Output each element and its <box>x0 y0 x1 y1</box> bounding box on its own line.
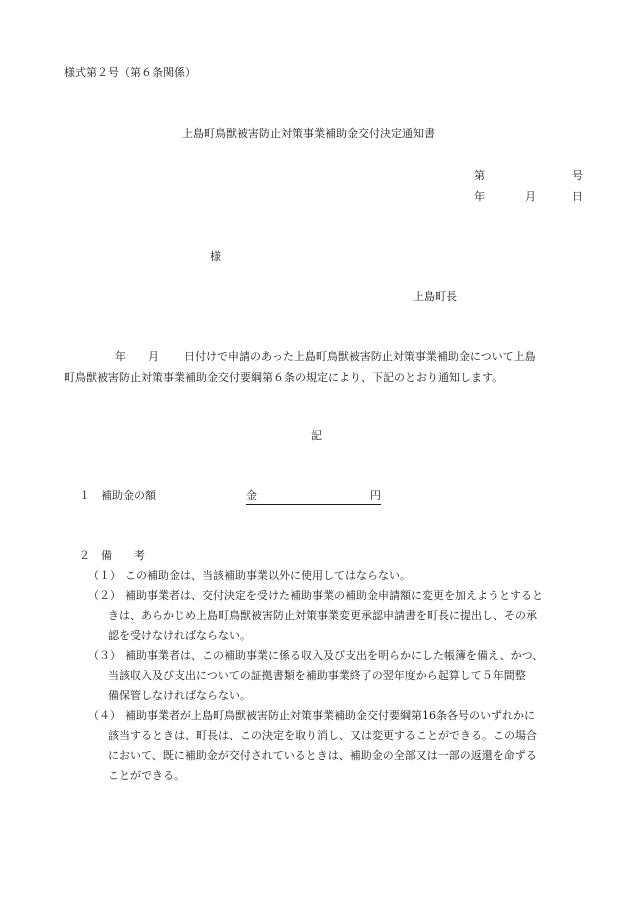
body-year: 年 <box>115 350 126 363</box>
remark-line: 該当するときは、町長は、この決定を取り消し、又は変更することができる。この場合 <box>108 729 537 742</box>
date-day: 日 <box>572 190 583 203</box>
remark-number: （２） <box>88 589 121 602</box>
remark-line: 補助事業者は、交付決定を受けた補助事業の補助金申請額に変更を加えようとすると <box>125 589 543 602</box>
ki-heading: 記 <box>311 429 322 442</box>
amount-field <box>246 490 381 505</box>
remark-line: 当該収入及び支出についての証拠書類を補助事業終了の翌年度から起算して５年間整 <box>108 669 526 682</box>
remark-number: （３） <box>88 649 121 662</box>
remark-line: 補助事業者が上島町鳥獣被害防止対策事業補助金交付要綱第16条各号のいずれかに <box>125 709 535 722</box>
remark-line: きは、あらかじめ上島町鳥獣被害防止対策事業変更承認申請書を町長に提出し、その承 <box>108 609 537 622</box>
remarks-heading: ２ 備 考 <box>79 549 145 562</box>
form-label: 様式第２号（第６条関係） <box>64 66 196 79</box>
amount-kin: 金 <box>246 489 257 502</box>
remark-line: ことができる。 <box>108 769 185 782</box>
addressee-sama: 様 <box>210 250 221 263</box>
remark-line: この補助金は、当該補助事業以外に使用してはならない。 <box>125 569 411 582</box>
date-month: 月 <box>525 190 536 203</box>
date-year: 年 <box>474 190 485 203</box>
issuer: 上島町長 <box>413 290 457 303</box>
remark-line: 認を受けなければならない。 <box>108 629 251 642</box>
document-title: 上島町鳥獣被害防止対策事業補助金交付決定通知書 <box>182 127 435 140</box>
doc-number-dai: 第 <box>474 169 485 182</box>
body-line2: 町鳥獣被害防止対策事業補助金交付要綱第６条の規定により、下記のとおり通知します。 <box>64 371 504 384</box>
amount-label: １ 補助金の額 <box>79 489 156 502</box>
remark-line: 備保管しなければならない。 <box>108 689 251 702</box>
amount-en: 円 <box>370 489 381 502</box>
remark-line: 補助事業者は、この補助事業に係る収入及び支出を明らかにした帳簿を備え、かつ、 <box>125 649 544 662</box>
remark-line: において、既に補助金が交付されているときは、補助金の全部又は一部の返還を命ずる <box>108 749 537 762</box>
remark-number: （４） <box>88 709 121 722</box>
remark-number: （１） <box>88 569 121 582</box>
doc-number-go: 号 <box>572 169 583 182</box>
body-line1: 日付けで申請のあった上島町鳥獣被害防止対策事業補助金について上島 <box>184 350 536 363</box>
body-month: 月 <box>148 350 159 363</box>
